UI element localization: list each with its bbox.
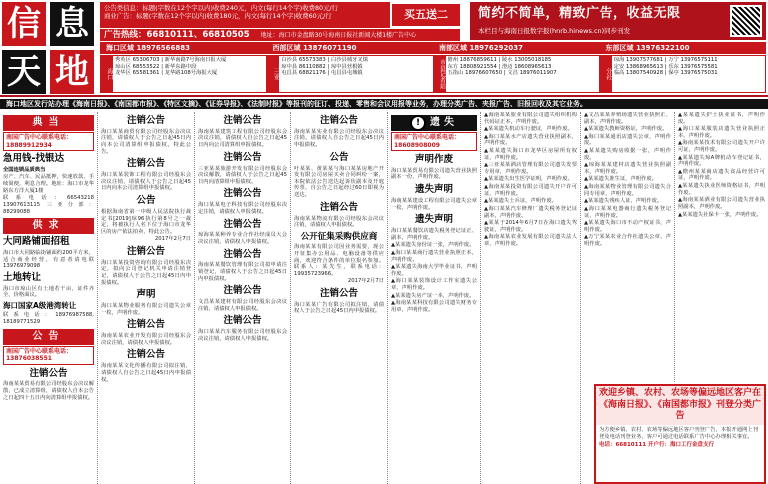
notice-text: 海口某某贸易有限公司遗失营业执照副本一份，声明作废。: [391, 167, 477, 181]
ad-text: 海口市大同路临街铺面约200平方米，适合商业经营，有意者请电联13976979098: [3, 250, 94, 270]
list-item: ▲某某遗失房产证一本，声明作废。: [391, 292, 475, 299]
ad-title: 海口国家A级港湾转让: [3, 300, 77, 310]
region-contacts: [100, 42, 766, 54]
region-haikou: 海口区域 18976566883: [106, 44, 191, 52]
logo-char: 息: [50, 2, 94, 46]
notice-text: 海口某某投资咨询有限公司经股东决定，拟向公司登记机关申请注销登记，请债权人于公告之日起45日内申报债权。: [101, 259, 191, 286]
notice-title: 注销公告: [319, 201, 358, 213]
notice-text: 海口某某电子科技有限公司经股东决定注销，请债权人申报债权。: [198, 202, 287, 215]
notice-title: 声明: [136, 289, 156, 301]
qr-code-icon: [730, 5, 762, 37]
notice-title: 注销公告: [223, 188, 262, 200]
section-phone: 南国广告中心联系电话：13876038551: [3, 346, 94, 365]
column-3: [195, 112, 291, 484]
notice-text: 文昌某某建材有限公司经股东会决议注销，请债权人申报债权。: [198, 299, 287, 312]
distribution-notice: 海口地区发行站办理《海南日报》、《南国都市报》、《特区文摘》、《证券导报》、《法制时报》等报刊的征订、投递、零售和会议用报等业务，办理分类广告、夹报广告、旧报回收及其它业务。: [0, 99, 768, 109]
ad-text: 房产、汽车、民品抵押，快速放款，手续简便，利息合理。地址：海口市龙华路东方洋大厦1楼: [3, 174, 94, 194]
list-item: ▲某某遗失执业医师资格证书，声明作废。: [678, 183, 765, 196]
section-header-supply: 供求: [3, 218, 94, 234]
list-item: ▲文昌某某养殖场遗失营业执照正、副本，声明作废。: [584, 112, 671, 125]
notice-text: 海口某某汽车服务有限公司经股东会决议注销，请债权人申报债权。: [198, 329, 287, 342]
section-phone: 南国广告中心联系电话：18608908009: [391, 132, 477, 151]
list-item: ▲海南某某酒业有限公司遗失营业执照副本，声明作废。: [678, 197, 765, 210]
notice-title: 注销公告: [223, 218, 262, 230]
column-7: [581, 112, 675, 382]
slogan-banner: [470, 2, 766, 40]
notice-text: 海口某某餐饮店遗失税务登记证正、副本，声明作废。: [391, 228, 477, 241]
directory-block: 分社 琼海 13907577681 | 万宁 13976575111 定安 13868965613 | 乐东 13976575581 临高 13807540928 | 保亭 13976575031: [600, 56, 765, 92]
notice-title: 注销公告: [223, 285, 262, 297]
section-header-notice: 公告: [3, 329, 94, 345]
notice-title: 遗失声明: [414, 184, 453, 196]
notice-title: 注销公告: [223, 315, 262, 327]
ad-text: 全国连锁品质典当: [3, 166, 46, 173]
list-item: ▲万宁某某农业合作社遗失公章，声明作废。: [584, 234, 671, 247]
ad-rates: [100, 2, 390, 28]
ad-title: 急用钱-找银达: [3, 153, 64, 164]
ad-contact: 电话：66810111 开户行：海口工行金盘支行: [599, 442, 715, 449]
column-8: [675, 112, 768, 382]
notice-title: 注销公告: [126, 115, 165, 126]
list-item: ▲琼海某某建材店遗失营业执照副本，声明作废。: [584, 162, 671, 175]
directory-block: 海口 秀英区 65306703 | 新华南路7号海南日报大厦 琼山区 68553522 | 新华东路中段 龙华区 65581361 | 龙华路108号海报大厦: [101, 56, 267, 92]
notice-title: 公开征集采购供应商: [300, 231, 378, 242]
notice-title: 公告: [329, 151, 349, 163]
list-item: ▲某某遗失出生医学证明，声明作废。: [484, 176, 573, 183]
section-header-lost: ! 遗失: [391, 115, 477, 131]
notice-title: 注销公告: [223, 151, 262, 163]
rural-customer-ad: [594, 384, 766, 484]
ad-hotline: [100, 29, 460, 41]
list-item: ▲某某遗失残疾人证，声明作废。: [584, 198, 663, 205]
notice-text: 琼海某某种养专业合作社经成员大会决议注销，请债权人申报债权。: [198, 232, 287, 245]
list-item: ▲某某遗失士兵证，声明作废。: [484, 198, 557, 205]
list-item: ▲海口某某通讯店遗失公章，声明作废。: [584, 133, 671, 147]
column-1: [0, 112, 98, 484]
notice-title: 注销公告: [223, 248, 262, 260]
list-item: ▲某某于2014年6月7日在海口遗失驾驶证，声明作废。: [484, 220, 577, 233]
ad-title: 土地转让: [3, 271, 42, 283]
promo-badge: 买五送二: [392, 4, 460, 26]
notice-title: 注销公告: [126, 245, 165, 257]
notice-text: 海南某某实业有限公司经股东会决议注销，请债权人自公告之日起45日内申报债权。: [294, 128, 384, 149]
ad-headline: 欢迎乡镇、农村、农场等偏远地区客户在《海南日报》、《南国都市报》刊登分类广告: [596, 386, 764, 425]
section-logo: [2, 2, 96, 94]
notice-title: 注销公告: [223, 115, 262, 126]
notice-text: 海口某某商贸有限公司经股东会决议注销，请债权人于公告之日起45日内向本公司清算组申报债权。特此公告。: [101, 128, 191, 155]
notice-text: 海南某某有限公司因业务需要，现公开征集办公用品、电脑设备等供应商，欢迎符合条件的单位报名参加。联系人：某先生，联系电话：19935723966。: [294, 244, 384, 277]
masthead: [0, 0, 768, 97]
list-item: ▲某某遗失琼A牌机动车登记证书，声明作废。: [678, 154, 765, 168]
notice-title: 遗失声明: [414, 214, 453, 226]
list-item: ▲海口某某水产店遗失营业执照副本，声明作废。: [484, 133, 577, 147]
office-address: 地址：海口市金盘路30号海南日报社新闻大楼1楼广告中心: [260, 32, 417, 39]
ad-body: 为方便乡镇、农村、农场等偏远地区客户刊登广告，本报开通网上刊登及电话刊登业务，客户可通过电话联系广告中心办理相关事宜。: [599, 427, 758, 440]
list-item: ▲海南某某科技有限公司遗失财务专用章，声明作废。: [391, 300, 477, 313]
digital-edition-note: 本栏目与海南日报数字报(hnrb.hinews.cn)同步刊发: [478, 27, 631, 35]
logo-char: 信: [2, 2, 46, 46]
notice-title: 注销公告: [126, 349, 165, 361]
list-item: ▲儋州某某商店遗失食品经营许可证，声明作废。: [678, 168, 765, 182]
directory-block: 三亚 白沙县 65573383 | 白沙县城牙叉镇 琼中县 86110882 | 琼中县营根镇 屯昌县 68821176 | 屯昌县屯城镇: [267, 56, 433, 92]
slogan: 简约不简单，精致广告，收益无限: [478, 6, 681, 21]
list-item: ▲某某遗失身份证一张，声明作废。: [391, 242, 475, 249]
section-header-pawn: 典当: [3, 115, 94, 131]
list-item: ▲某某遗失社保卡一张，声明作废。: [678, 211, 762, 218]
column-2: [98, 112, 195, 484]
region-west: 西部区域 13876071190: [272, 44, 357, 52]
list-item: ▲海口某某服装店遗失营业执照正本，声明作废。: [678, 126, 765, 139]
list-item: ▲海口某某商行遗失营业执照正本，声明作废。: [391, 249, 477, 263]
notice-title: 注销公告: [126, 158, 165, 170]
notice-text: 海口某某广告有限公司拟注销，请债权人于公告之日起45日内申报债权。: [294, 301, 384, 315]
list-item: ▲海南某某技术有限公司遗失开户许可证，声明作废。: [678, 140, 765, 154]
notice-title: 声明作废: [414, 154, 453, 165]
lost-item-icon: !: [410, 115, 426, 131]
column-6: [481, 112, 581, 484]
notice-title: 公告: [136, 195, 156, 207]
notice-text: 海南某某文化传播有限公司拟注销，请债权人自公告之日起45日内申报债权。: [101, 363, 191, 383]
list-item: ▲海南某某投资有限公司遗失开户许可证，声明作废。: [484, 184, 577, 197]
region-south: 南部区域 18976292037: [439, 44, 524, 52]
station-directory: [100, 55, 766, 93]
list-item: ▲某某遗失购房收据一张，声明作废。: [584, 148, 671, 161]
logo-char: 地: [50, 50, 94, 94]
ad-title: 大同路铺面招租: [3, 236, 70, 248]
section-phone: 南国广告中心联系电话：18889912934: [3, 132, 94, 151]
notice-text: 海南某某建设工程有限公司遗失公章一枚，声明作废。: [391, 197, 477, 211]
ad-text: 联系电话：18976987588, 18189771529: [3, 312, 94, 325]
list-item: ▲海口某某汽车修理厂遗失税务登记证副本，声明作废。: [484, 205, 577, 219]
list-item: ▲某某遗失教师资格证，声明作废。: [584, 126, 668, 133]
rate-line: 商业广告：标题(字数在12个字以内)收费180元，内文(每行14个字)收费60元/行: [104, 12, 332, 20]
list-item: ▲某某遗失海南大学毕业证书，声明作废。: [391, 264, 477, 277]
hotline-numbers: 广告热线：66810111、66810505: [104, 30, 250, 40]
ad-text: 联系电话：66543218 13907613115 三亚分部：88299088: [3, 195, 94, 215]
rate-line: 公告类信息：标题(字数在12个字以内)收费240元，内文(每行14个字)收费80元/行: [104, 4, 339, 12]
notice-text: 海南某某农业开发有限公司经股东会决议注销，请债权人申报债权。: [101, 333, 191, 346]
notice-text: 海南某某物流有限公司经股东会决议注销，请债权人申报债权。: [294, 215, 384, 229]
notice-text: 海南某某建筑工程有限公司经股东会决议注销，请债权人自公告之日起45日内向公司清算组申报债权。: [198, 128, 287, 149]
list-item: ▲某某遗失海口市龙华区房屋所有权证，声明作废。: [484, 148, 577, 161]
column-4: [291, 112, 388, 484]
list-item: ▲海南某某旅业有限公司遗失组织机构代码证正本，声明作废。: [484, 112, 577, 125]
notice-date: 2017年2月7日: [347, 278, 384, 285]
column-5: [388, 112, 481, 484]
list-item: ▲海南某某农业发展有限公司遗失法人章，声明作废。: [484, 234, 577, 247]
logo-char: 天: [2, 50, 46, 94]
list-item: ▲海口某某装饰设计工作室遗失公章，声明作废。: [391, 278, 477, 291]
notice-title: 注销公告: [319, 288, 358, 299]
list-item: ▲三亚某某酒店管理有限公司遗失发票专用章，声明作废。: [484, 162, 577, 175]
list-item: ▲某某遗失海口市不动产权证书，声明作废。: [584, 220, 671, 233]
notice-title: 注销公告: [126, 319, 165, 331]
notice-text: 海口某某物业服务有限公司遗失公章一枚，声明作废。: [101, 303, 191, 316]
ad-text: 海口市琼山区有土地若干亩，证件齐全，价格面议。: [3, 285, 94, 299]
directory-block: 市县记者站 儋州 18876859611 | 陵水 13005018185 东方 18808921554 | 澄迈 18608965613 五指山 18976607650 | 文昌 18976011907: [434, 56, 600, 92]
list-item: ▲某某遗失准生证，声明作废。: [584, 176, 657, 183]
notice-text: 叶某某、黄某某与海口某某房地产开发有限公司房屋买卖合同纠纷一案，本院依法公告送达起诉状副本及开庭传票，自公告之日起经过60日即视为送达。: [294, 165, 384, 199]
notice-text: 三亚某某旅游开发有限公司经股东会决议解散，请债权人于公告之日起45日内向清算组申报债权。: [198, 165, 287, 185]
list-item: ▲某某遗失护士执业证书，声明作废。: [678, 112, 765, 125]
notice-text: 海南某某餐饮管理有限公司拟申请注销登记，请债权人于公告之日起45日内申报债权。: [198, 262, 287, 282]
notice-text: 海口某某装饰工程有限公司经股东会决议注销，请债权人于公告之日起45日内向本公司清算组申报债权。: [101, 172, 191, 192]
notice-title: 注销公告: [29, 367, 68, 379]
list-item: ▲海口某某电器商行遗失税务登记证，声明作废。: [584, 205, 671, 219]
notice-text: 海南某某贸易有限公司经股东会决议解散，已成立清算组，请债权人自本公告之日起四十五日内向清算组申报债权。: [3, 381, 94, 401]
notice-title: 注销公告: [319, 115, 358, 126]
notice-text: 根据海南省第一中级人民法院执行裁定书[2019]琼96执行第8号之一裁定，将被执行人名下位于海口市龙华区的房产依法拍卖，特此公告。: [101, 208, 191, 235]
region-east: 东部区域 13976322100: [605, 44, 690, 52]
list-item: ▲某某遗失机动车行驶证，声明作废。: [484, 126, 573, 133]
notice-date: 2017年2月7日: [154, 236, 191, 243]
list-item: ▲海南某某物业管理有限公司遗失合同专用章，声明作废。: [584, 184, 671, 197]
